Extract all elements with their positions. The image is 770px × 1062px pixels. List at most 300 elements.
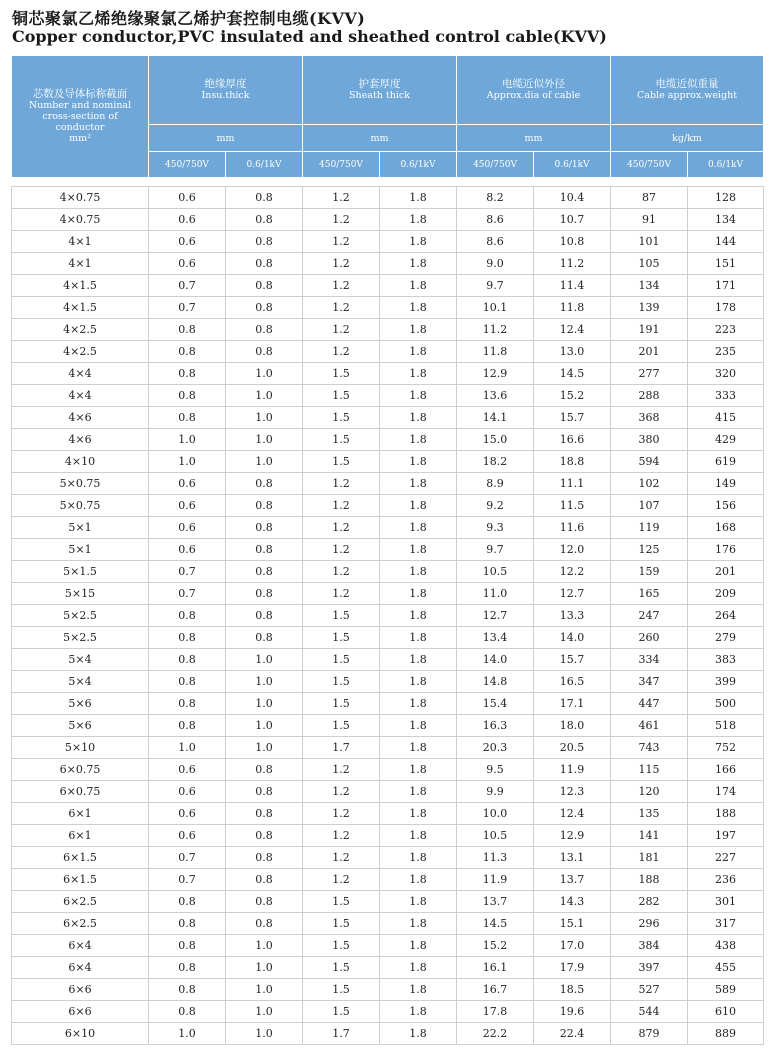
dia-450-cell: 15.0 [457,429,534,451]
cable-spec-table [11,55,764,1045]
voltage-label: 450/750V [457,152,534,178]
dia-450-cell: 9.5 [457,759,534,781]
sheath-1kv-cell: 1.8 [380,913,457,935]
dia-450-cell: 9.7 [457,275,534,297]
dia-450-cell: 10.1 [457,297,534,319]
sheath-450-cell: 1.2 [303,275,380,297]
dia-1kv-cell: 14.5 [534,363,611,385]
table-row [12,759,764,781]
page-title-cn: 铜芯聚氯乙烯绝缘聚氯乙烯护套控制电缆(KVV) [12,9,366,28]
insu-1kv-cell: 1.0 [226,1023,303,1045]
conductor-cell: 6×1.5 [12,869,149,891]
insu-1kv-cell: 0.8 [226,583,303,605]
insu-1kv-cell: 1.0 [226,935,303,957]
voltage-label: 0.6/1kV [534,152,611,178]
dia-1kv-cell: 12.4 [534,319,611,341]
insu-1kv-cell: 0.8 [226,627,303,649]
weight-1kv-cell: 619 [688,451,764,473]
weight-450-cell: 594 [611,451,688,473]
conductor-cell: 5×6 [12,715,149,737]
conductor-cell: 5×4 [12,671,149,693]
insu-1kv-cell: 0.8 [226,781,303,803]
sheath-1kv-cell: 1.8 [380,385,457,407]
table-row [12,495,764,517]
weight-1kv-cell: 235 [688,341,764,363]
table-row [12,187,764,209]
dia-1kv-cell: 15.7 [534,649,611,671]
weight-1kv-cell: 236 [688,869,764,891]
sheath-450-cell: 1.5 [303,913,380,935]
weight-1kv-cell: 174 [688,781,764,803]
sheath-1kv-cell: 1.8 [380,561,457,583]
sheath-1kv-cell: 1.8 [380,297,457,319]
header-insulation-cn: 绝缘厚度 [204,78,247,90]
sheath-1kv-cell: 1.8 [380,583,457,605]
insu-450-cell: 0.8 [149,935,226,957]
dia-1kv-cell: 10.8 [534,231,611,253]
insu-1kv-cell: 1.0 [226,385,303,407]
weight-450-cell: 191 [611,319,688,341]
insu-1kv-cell: 1.0 [226,407,303,429]
weight-1kv-cell: 156 [688,495,764,517]
weight-1kv-cell: 201 [688,561,764,583]
dia-450-cell: 9.0 [457,253,534,275]
conductor-cell: 5×15 [12,583,149,605]
sheath-1kv-cell: 1.8 [380,671,457,693]
dia-450-cell: 11.9 [457,869,534,891]
sheath-1kv-cell: 1.8 [380,319,457,341]
conductor-cell: 6×10 [12,1023,149,1045]
dia-1kv-cell: 11.1 [534,473,611,495]
dia-450-cell: 9.2 [457,495,534,517]
sheath-450-cell: 1.2 [303,473,380,495]
conductor-cell: 6×1 [12,803,149,825]
dia-450-cell: 8.6 [457,209,534,231]
sheath-1kv-cell: 1.8 [380,847,457,869]
sheath-1kv-cell: 1.8 [380,825,457,847]
conductor-cell: 6×0.75 [12,781,149,803]
dia-1kv-cell: 11.2 [534,253,611,275]
weight-1kv-cell: 166 [688,759,764,781]
weight-1kv-cell: 752 [688,737,764,759]
weight-1kv-cell: 500 [688,693,764,715]
dia-450-cell: 17.8 [457,1001,534,1023]
conductor-cell: 6×4 [12,957,149,979]
unit-sheath: mm [303,125,457,152]
sheath-450-cell: 1.5 [303,891,380,913]
dia-1kv-cell: 10.4 [534,187,611,209]
weight-1kv-cell: 438 [688,935,764,957]
sheath-450-cell: 1.2 [303,561,380,583]
insu-450-cell: 1.0 [149,451,226,473]
sheath-1kv-cell: 1.8 [380,275,457,297]
insu-1kv-cell: 0.8 [226,253,303,275]
table-row [12,715,764,737]
weight-450-cell: 544 [611,1001,688,1023]
insu-450-cell: 0.8 [149,341,226,363]
conductor-cell: 4×1.5 [12,275,149,297]
insu-450-cell: 1.0 [149,737,226,759]
weight-1kv-cell: 383 [688,649,764,671]
sheath-1kv-cell: 1.8 [380,737,457,759]
conductor-cell: 5×10 [12,737,149,759]
header-diameter-en: Approx.dia of cable [486,90,581,101]
table-row [12,671,764,693]
sheath-450-cell: 1.2 [303,319,380,341]
insu-1kv-cell: 1.0 [226,693,303,715]
sheath-450-cell: 1.2 [303,231,380,253]
table-row [12,979,764,1001]
sheath-1kv-cell: 1.8 [380,869,457,891]
table-row [12,363,764,385]
insu-450-cell: 0.6 [149,495,226,517]
sheath-1kv-cell: 1.8 [380,781,457,803]
conductor-cell: 4×1 [12,231,149,253]
weight-450-cell: 368 [611,407,688,429]
table-row [12,341,764,363]
insu-450-cell: 0.8 [149,407,226,429]
sheath-450-cell: 1.2 [303,517,380,539]
weight-450-cell: 334 [611,649,688,671]
table-row [12,209,764,231]
weight-450-cell: 105 [611,253,688,275]
page-title-en: Copper conductor,PVC insulated and sheathed control cable(KVV) [12,27,607,46]
weight-1kv-cell: 455 [688,957,764,979]
table-row [12,253,764,275]
dia-1kv-cell: 11.6 [534,517,611,539]
voltage-label: 450/750V [303,152,380,178]
dia-450-cell: 16.7 [457,979,534,1001]
dia-1kv-cell: 12.9 [534,825,611,847]
insu-450-cell: 0.8 [149,979,226,1001]
sheath-450-cell: 1.2 [303,847,380,869]
insu-1kv-cell: 1.0 [226,737,303,759]
conductor-cell: 5×2.5 [12,627,149,649]
dia-1kv-cell: 12.3 [534,781,611,803]
dia-1kv-cell: 13.3 [534,605,611,627]
sheath-450-cell: 1.2 [303,341,380,363]
dia-450-cell: 13.4 [457,627,534,649]
insu-450-cell: 0.6 [149,253,226,275]
weight-450-cell: 125 [611,539,688,561]
table-row [12,891,764,913]
table-row [12,319,764,341]
insu-450-cell: 0.8 [149,693,226,715]
insu-450-cell: 0.8 [149,319,226,341]
dia-450-cell: 10.5 [457,561,534,583]
insu-1kv-cell: 0.8 [226,539,303,561]
header-conductor [12,56,149,178]
insu-450-cell: 0.8 [149,1001,226,1023]
table-row [12,407,764,429]
sheath-1kv-cell: 1.8 [380,253,457,275]
table-body [12,178,764,1045]
insu-450-cell: 0.7 [149,561,226,583]
dia-1kv-cell: 17.1 [534,693,611,715]
conductor-cell: 4×6 [12,429,149,451]
sheath-1kv-cell: 1.8 [380,341,457,363]
weight-1kv-cell: 171 [688,275,764,297]
dia-1kv-cell: 20.5 [534,737,611,759]
weight-1kv-cell: 168 [688,517,764,539]
dia-1kv-cell: 18.8 [534,451,611,473]
dia-1kv-cell: 22.4 [534,1023,611,1045]
dia-450-cell: 10.0 [457,803,534,825]
sheath-450-cell: 1.2 [303,253,380,275]
conductor-cell: 6×1 [12,825,149,847]
weight-450-cell: 135 [611,803,688,825]
sheath-450-cell: 1.2 [303,187,380,209]
conductor-cell: 4×2.5 [12,341,149,363]
conductor-cell: 4×10 [12,451,149,473]
insu-450-cell: 0.7 [149,847,226,869]
dia-450-cell: 11.2 [457,319,534,341]
insu-1kv-cell: 0.8 [226,319,303,341]
insu-1kv-cell: 1.0 [226,957,303,979]
header-weight-cn: 电缆近似重量 [655,78,719,90]
dia-1kv-cell: 17.9 [534,957,611,979]
conductor-cell: 4×1 [12,253,149,275]
sheath-450-cell: 1.2 [303,297,380,319]
table-row [12,913,764,935]
dia-1kv-cell: 18.0 [534,715,611,737]
sheath-1kv-cell: 1.8 [380,957,457,979]
sheath-450-cell: 1.5 [303,451,380,473]
weight-450-cell: 91 [611,209,688,231]
insu-1kv-cell: 0.8 [226,517,303,539]
table-row [12,517,764,539]
conductor-cell: 4×0.75 [12,187,149,209]
weight-1kv-cell: 317 [688,913,764,935]
conductor-cell: 5×4 [12,649,149,671]
dia-1kv-cell: 16.6 [534,429,611,451]
weight-1kv-cell: 144 [688,231,764,253]
insu-450-cell: 0.6 [149,231,226,253]
dia-450-cell: 9.3 [457,517,534,539]
header-weight [611,56,764,125]
table-row [12,473,764,495]
weight-1kv-cell: 399 [688,671,764,693]
unit-weight: kg/km [611,125,764,152]
sheath-450-cell: 1.5 [303,385,380,407]
header-sheath-cn: 护套厚度 [358,78,401,90]
weight-450-cell: 102 [611,473,688,495]
sheath-450-cell: 1.2 [303,803,380,825]
dia-1kv-cell: 11.4 [534,275,611,297]
conductor-cell: 6×1.5 [12,847,149,869]
conductor-cell: 5×0.75 [12,495,149,517]
dia-1kv-cell: 13.1 [534,847,611,869]
insu-450-cell: 0.8 [149,891,226,913]
insu-1kv-cell: 0.8 [226,759,303,781]
insu-1kv-cell: 0.8 [226,561,303,583]
conductor-cell: 4×1.5 [12,297,149,319]
sheath-450-cell: 1.2 [303,209,380,231]
dia-450-cell: 16.3 [457,715,534,737]
insu-1kv-cell: 0.8 [226,275,303,297]
dia-450-cell: 14.5 [457,913,534,935]
insu-450-cell: 1.0 [149,429,226,451]
weight-450-cell: 165 [611,583,688,605]
insu-450-cell: 0.6 [149,209,226,231]
insu-1kv-cell: 0.8 [226,869,303,891]
header-conductor-unit: mm² [69,133,91,144]
sheath-450-cell: 1.2 [303,781,380,803]
table-row [12,693,764,715]
sheath-1kv-cell: 1.8 [380,539,457,561]
table-row [12,803,764,825]
conductor-cell: 6×0.75 [12,759,149,781]
dia-450-cell: 13.6 [457,385,534,407]
dia-1kv-cell: 18.5 [534,979,611,1001]
insu-450-cell: 0.7 [149,869,226,891]
conductor-cell: 4×4 [12,363,149,385]
insu-1kv-cell: 0.8 [226,605,303,627]
dia-450-cell: 8.9 [457,473,534,495]
insu-1kv-cell: 0.8 [226,913,303,935]
dia-1kv-cell: 14.0 [534,627,611,649]
sheath-450-cell: 1.5 [303,627,380,649]
dia-1kv-cell: 17.0 [534,935,611,957]
insu-450-cell: 0.6 [149,825,226,847]
unit-insulation: mm [149,125,303,152]
conductor-cell: 5×6 [12,693,149,715]
sheath-450-cell: 1.5 [303,363,380,385]
weight-450-cell: 115 [611,759,688,781]
weight-450-cell: 380 [611,429,688,451]
dia-450-cell: 11.0 [457,583,534,605]
dia-1kv-cell: 15.1 [534,913,611,935]
insu-450-cell: 1.0 [149,1023,226,1045]
dia-450-cell: 16.1 [457,957,534,979]
insu-450-cell: 0.8 [149,671,226,693]
insu-450-cell: 0.8 [149,649,226,671]
weight-1kv-cell: 188 [688,803,764,825]
insu-450-cell: 0.7 [149,583,226,605]
dia-1kv-cell: 12.7 [534,583,611,605]
sheath-1kv-cell: 1.8 [380,803,457,825]
table-row [12,231,764,253]
weight-450-cell: 260 [611,627,688,649]
weight-1kv-cell: 223 [688,319,764,341]
table-row [12,605,764,627]
weight-450-cell: 101 [611,231,688,253]
conductor-cell: 6×2.5 [12,913,149,935]
dia-1kv-cell: 19.6 [534,1001,611,1023]
insu-1kv-cell: 0.8 [226,209,303,231]
table-row [12,1023,764,1045]
dia-450-cell: 15.2 [457,935,534,957]
dia-1kv-cell: 10.7 [534,209,611,231]
table-row [12,429,764,451]
weight-1kv-cell: 301 [688,891,764,913]
table-row [12,275,764,297]
insu-1kv-cell: 0.8 [226,891,303,913]
dia-1kv-cell: 16.5 [534,671,611,693]
insu-1kv-cell: 1.0 [226,363,303,385]
sheath-1kv-cell: 1.8 [380,693,457,715]
sheath-450-cell: 1.2 [303,825,380,847]
table-row [12,869,764,891]
sheath-1kv-cell: 1.8 [380,1023,457,1045]
weight-1kv-cell: 197 [688,825,764,847]
weight-450-cell: 347 [611,671,688,693]
table-row [12,649,764,671]
table-row [12,957,764,979]
dia-450-cell: 22.2 [457,1023,534,1045]
voltage-label: 0.6/1kV [380,152,457,178]
weight-1kv-cell: 151 [688,253,764,275]
table-row [12,781,764,803]
table-row [12,935,764,957]
insu-450-cell: 0.7 [149,297,226,319]
header-sheath-en: Sheath thick [349,90,410,101]
weight-450-cell: 296 [611,913,688,935]
sheath-1kv-cell: 1.8 [380,627,457,649]
table-row [12,825,764,847]
voltage-label: 0.6/1kV [226,152,303,178]
weight-450-cell: 461 [611,715,688,737]
insu-1kv-cell: 1.0 [226,979,303,1001]
weight-450-cell: 87 [611,187,688,209]
insu-1kv-cell: 1.0 [226,451,303,473]
sheath-1kv-cell: 1.8 [380,473,457,495]
insu-450-cell: 0.6 [149,781,226,803]
conductor-cell: 5×1 [12,539,149,561]
weight-450-cell: 743 [611,737,688,759]
insu-450-cell: 0.8 [149,715,226,737]
weight-450-cell: 277 [611,363,688,385]
conductor-cell: 6×2.5 [12,891,149,913]
sheath-1kv-cell: 1.8 [380,231,457,253]
weight-450-cell: 188 [611,869,688,891]
sheath-450-cell: 1.5 [303,649,380,671]
sheath-450-cell: 1.5 [303,671,380,693]
weight-1kv-cell: 227 [688,847,764,869]
header-insulation-en: Insu.thick [201,90,250,101]
header-conductor-cn: 芯数及导体标称截面 [32,88,128,100]
insu-450-cell: 0.6 [149,803,226,825]
unit-diameter: mm [457,125,611,152]
insu-450-cell: 0.6 [149,539,226,561]
sheath-1kv-cell: 1.8 [380,517,457,539]
sheath-450-cell: 1.5 [303,979,380,1001]
weight-1kv-cell: 178 [688,297,764,319]
insu-450-cell: 0.7 [149,275,226,297]
insu-1kv-cell: 0.8 [226,231,303,253]
insu-1kv-cell: 1.0 [226,429,303,451]
sheath-1kv-cell: 1.8 [380,407,457,429]
sheath-1kv-cell: 1.8 [380,209,457,231]
insu-450-cell: 0.6 [149,473,226,495]
conductor-cell: 6×4 [12,935,149,957]
insu-1kv-cell: 1.0 [226,671,303,693]
sheath-1kv-cell: 1.8 [380,605,457,627]
insu-450-cell: 0.6 [149,517,226,539]
sheath-1kv-cell: 1.8 [380,715,457,737]
sheath-450-cell: 1.2 [303,869,380,891]
conductor-cell: 4×4 [12,385,149,407]
conductor-cell: 5×1 [12,517,149,539]
weight-450-cell: 447 [611,693,688,715]
dia-1kv-cell: 12.4 [534,803,611,825]
weight-1kv-cell: 209 [688,583,764,605]
cable-spec-table-container [11,55,763,1045]
insu-1kv-cell: 1.0 [226,649,303,671]
insu-1kv-cell: 1.0 [226,1001,303,1023]
table-row [12,561,764,583]
sheath-1kv-cell: 1.8 [380,1001,457,1023]
